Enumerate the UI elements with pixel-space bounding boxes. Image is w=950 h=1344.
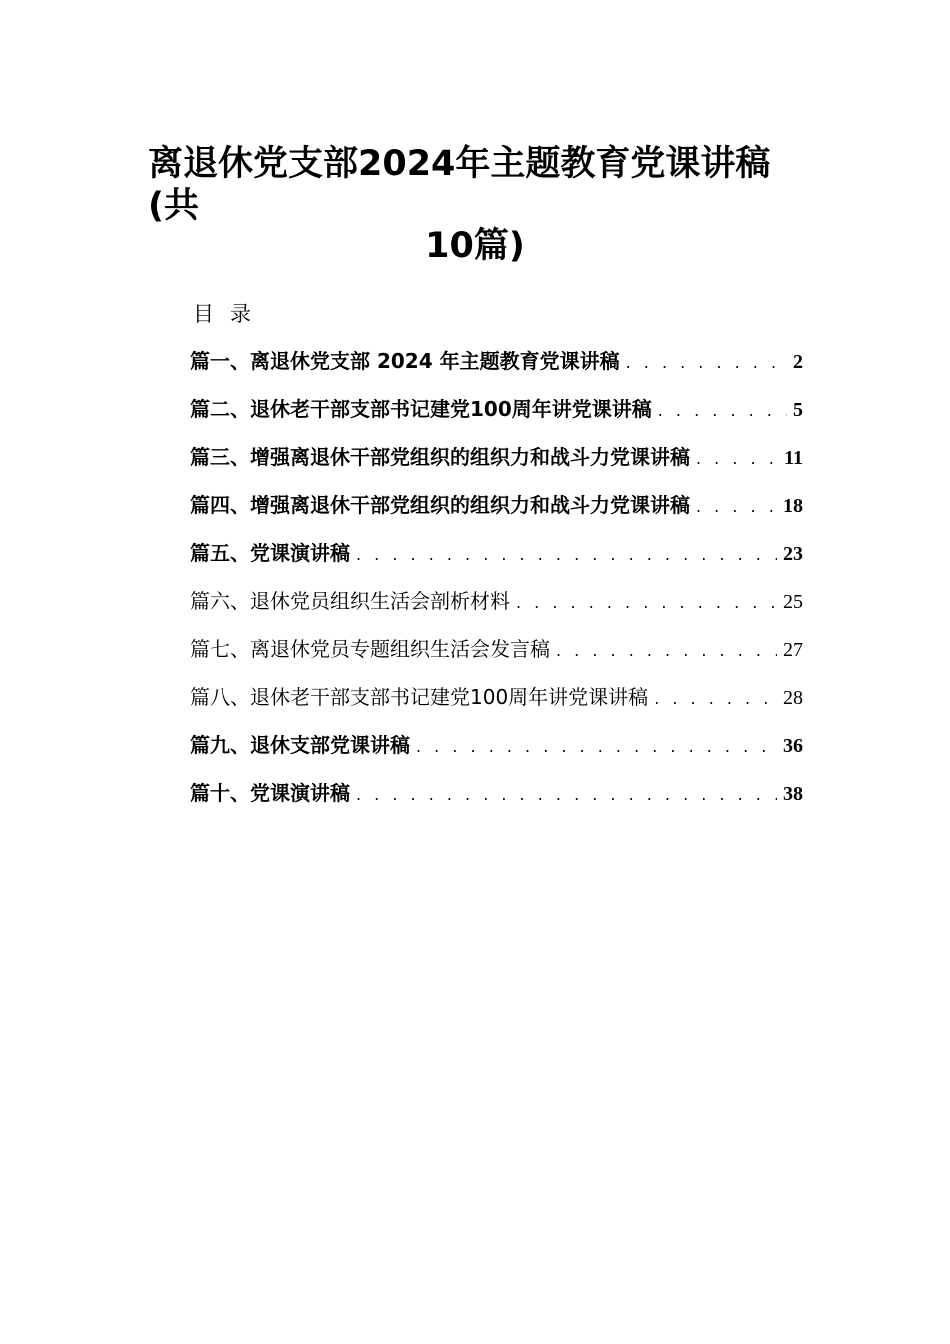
- toc-entry-label: 篇一、离退休党支部 2024 年主题教育党课讲稿: [190, 349, 620, 373]
- toc-dot-leader: [654, 680, 777, 718]
- toc-entry-8[interactable]: [190, 678, 803, 726]
- toc-dot-leader: [626, 344, 787, 382]
- toc-entry-1[interactable]: [190, 342, 803, 390]
- toc-heading: 目录: [193, 302, 267, 326]
- toc-entry-label: 篇九、退休支部党课讲稿: [190, 733, 410, 757]
- toc-entry-page: 23: [783, 543, 803, 565]
- toc-entry-label: 篇十、党课演讲稿: [190, 781, 350, 805]
- toc-entry-label: 篇七、离退休党员专题组织生活会发言稿: [190, 637, 550, 661]
- toc-entry-label: 篇四、增强离退休干部党组织的组织力和战斗力党课讲稿: [190, 493, 690, 517]
- document-title-line2: (共: [148, 186, 199, 226]
- toc-entry-label: 篇三、增强离退休干部党组织的组织力和战斗力党课讲稿: [190, 445, 690, 469]
- toc-entry-page: 27: [783, 639, 803, 661]
- toc-entry-page: 25: [783, 591, 803, 613]
- toc-dot-leader: [416, 728, 777, 766]
- toc-entry-5[interactable]: [190, 534, 803, 582]
- toc-entry-6[interactable]: [190, 582, 803, 630]
- toc-entry-9[interactable]: [190, 726, 803, 774]
- toc-entry-label: 篇二、退休老干部支部书记建党100周年讲党课讲稿: [190, 397, 652, 421]
- toc-entry-7[interactable]: [190, 630, 803, 678]
- toc-entry-2[interactable]: [190, 390, 803, 438]
- toc-entry-page: 36: [783, 735, 803, 757]
- toc-entry-label: 篇六、退休党员组织生活会剖析材料: [190, 589, 510, 613]
- toc-dot-leader: [516, 584, 777, 622]
- toc-entry-page: 11: [784, 447, 803, 469]
- toc-entry-page: 2: [793, 351, 803, 373]
- toc-dot-leader: [356, 536, 777, 574]
- document-title-line3: 10篇): [425, 226, 525, 266]
- toc-dot-leader: [356, 776, 777, 814]
- toc-entry-page: 38: [783, 783, 803, 805]
- toc-entry-page: 18: [783, 495, 803, 517]
- toc-dot-leader: [696, 488, 777, 526]
- toc-dot-leader: [658, 392, 787, 430]
- toc-entry-page: 5: [793, 399, 803, 421]
- document-title-line1: 离退休党支部2024年主题教育党课讲稿: [148, 144, 771, 184]
- toc-entry-3[interactable]: [190, 438, 803, 486]
- toc-entry-10[interactable]: [190, 774, 803, 822]
- toc-entry-4[interactable]: [190, 486, 803, 534]
- toc-entry-page: 28: [783, 687, 803, 709]
- table-of-contents: [190, 342, 803, 822]
- toc-dot-leader: [556, 632, 777, 670]
- toc-dot-leader: [696, 440, 778, 478]
- toc-entry-label: 篇八、退休老干部支部书记建党100周年讲党课讲稿: [190, 685, 649, 709]
- toc-entry-label: 篇五、党课演讲稿: [190, 541, 350, 565]
